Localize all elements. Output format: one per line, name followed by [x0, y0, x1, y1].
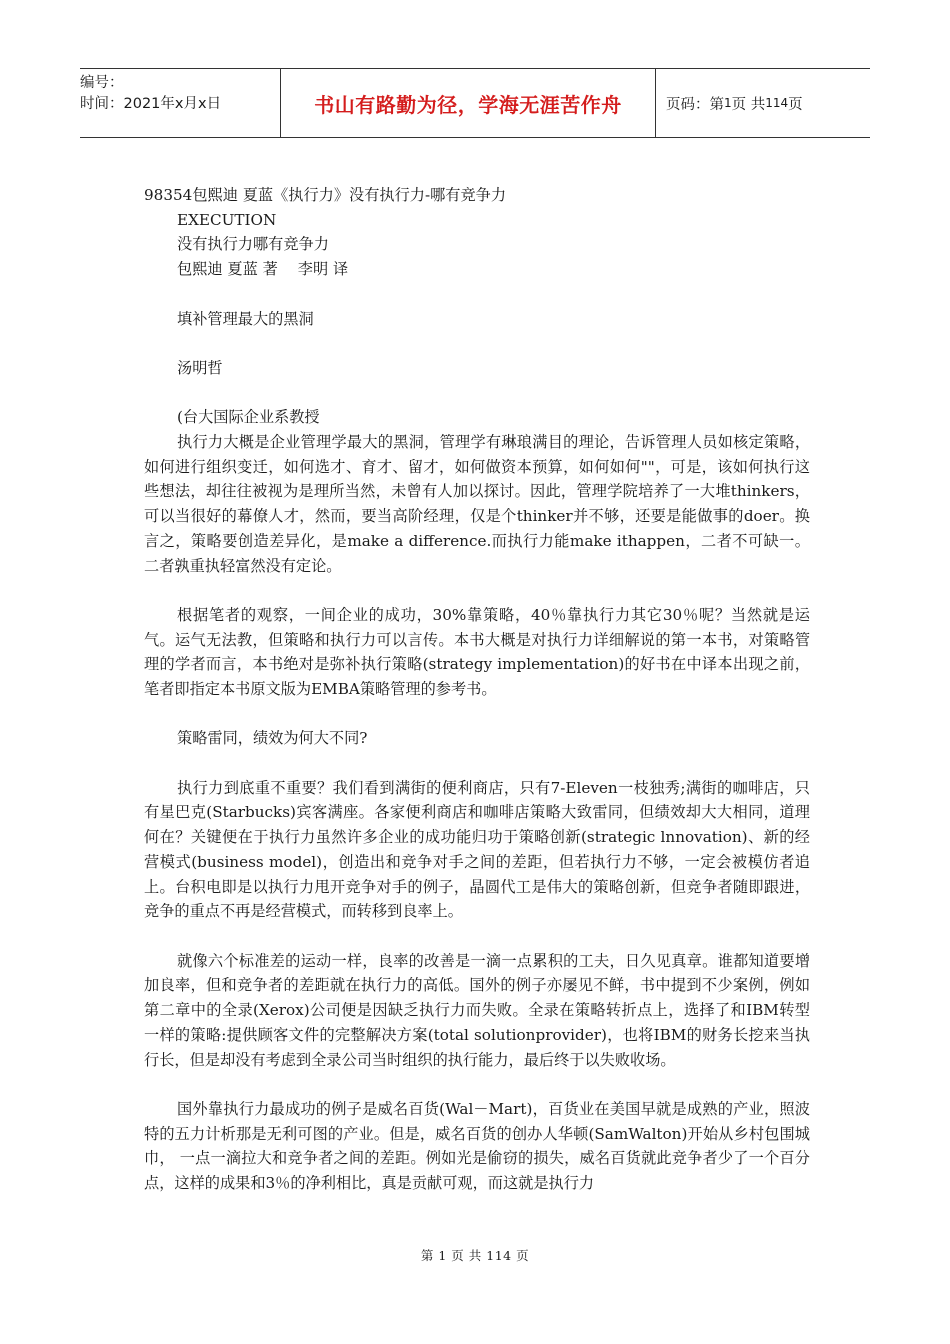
doc-title: 98354包熙迪 夏蓝《执行力》没有执行力-哪有竞争力: [144, 186, 507, 204]
page-footer: 第 1 页 共 114 页: [420, 1248, 530, 1263]
paragraph-4: 就像六个标准差的运动一样，良率的改善是一滴一点累积的工夫，日久见真章。谁都知道要增加良率，但和竞争者的差距就在执行力的高低。国外的例子亦屡见不鲜，书中提到不少案例，例如第二章中的全录(Xerox)公司便是因缺乏执行力而失败。全录在策略转折点上，选择了和IBM转型一样的策略:提供顾客文件的完整解决方案(total solutionprovider)，也将IBM的财务长挖来当执行长，但是却没有考虑到全录公司当时组织的执行能力，最后终于以失败收场。: [144, 951, 810, 1069]
doc-author: 汤明哲: [177, 358, 223, 377]
page-header: [80, 68, 870, 138]
paragraph-1: 执行力大概是企业管理学最大的黑洞，管理学有琳琅满目的理论，告诉管理人员如核定策略，如何进行组织变迁，如何选才、育才、留才，如何做资本预算，如何如何""，可是，该如何执行这些想法，却往往被视为是理所当然，未曾有人加以探讨。因此，管理学院培养了一大堆thinkers，可以当很好的幕僚人才，然而，要当高阶经理，仅是个thinker并不够，还要是能做事的doer。换言之，策略要创造差异化，是make a difference.而执行力能make ithappen，二者不可缺一。二者孰重执轻富然没有定论。: [144, 432, 810, 575]
document-body: [144, 183, 810, 1196]
doc-affiliation: (台大国际企业系教授: [177, 408, 320, 427]
doc-line-execution: EXECUTION: [177, 210, 277, 229]
header-page-info: [656, 69, 870, 137]
header-page-total: 114: [765, 96, 789, 110]
header-time-label: 时间：2021年x月x日: [80, 96, 222, 112]
header-page-mid: 页 共: [731, 96, 766, 113]
paragraph-2: 根据笔者的观察，一间企业的成功，30%靠策略，40％靠执行力其它30％呢？当然就是运气。运气无法教，但策略和执行力可以言传。本书大概是对执行力详细解说的第一本书，对策略管理的学者而言，本书绝对是弥补执行策略(strategy implementation)的好书在中译本出现之前，笔者即指定本书原文版为EMBA策略管理的参考书。: [144, 605, 810, 698]
section-heading-2: 策略雷同，绩效为何大不同?: [177, 729, 368, 748]
doc-line-subtitle: 没有执行力哪有竞争力: [177, 235, 329, 254]
header-code-label: 编号：: [80, 75, 124, 91]
header-page-suffix: 页: [788, 96, 803, 113]
doc-line-authors: 包熙迪 夏蓝 著 李明 译: [177, 260, 349, 279]
paragraph-3: 执行力到底重不重要？我们看到满街的便利商店，只有7-Eleven一枝独秀;满街的咖啡店，只有星巴克(Starbucks)宾客满座。各家便利商店和咖啡店策略大致雷同，但绩效却大大相同，道理何在？关键便在于执行力虽然许多企业的成功能归功于策略创新(strategic lnnovation)、新的经营模式(business model)，创造出和竞争对手之间的差距，但若执行力不够，一定会被模仿者追上。台积电即是以执行力甩开竞争对手的例子，晶圆代工是伟大的策略创新，但竞争者随即跟进，竞争的重点不再是经营模式，而转移到良率上。: [144, 778, 810, 921]
header-meta: [80, 69, 280, 137]
paragraph-5: 国外靠执行力最成功的例子是威名百货(Wal－Mart)，百货业在美国早就是成熟的产业，照波特的五力计析那是无利可图的产业。但是，威名百货的创办人华顿(SamWalton)开始从乡村包围城巾， 一点一滴拉大和竞争者之间的差距。例如光是偷窃的损失，威名百货就此竞争者少了一个百分点，这样的成果和3％的净利相比，真是贡献可观，而这就是执行力: [144, 1099, 810, 1192]
section-heading-1: 填补管理最大的黑洞: [177, 309, 314, 328]
header-page-prefix: 页码：第: [666, 96, 724, 113]
header-page-num: 1: [724, 96, 732, 110]
header-motto: 书山有路勤为径，学海无涯苦作舟: [280, 69, 656, 137]
